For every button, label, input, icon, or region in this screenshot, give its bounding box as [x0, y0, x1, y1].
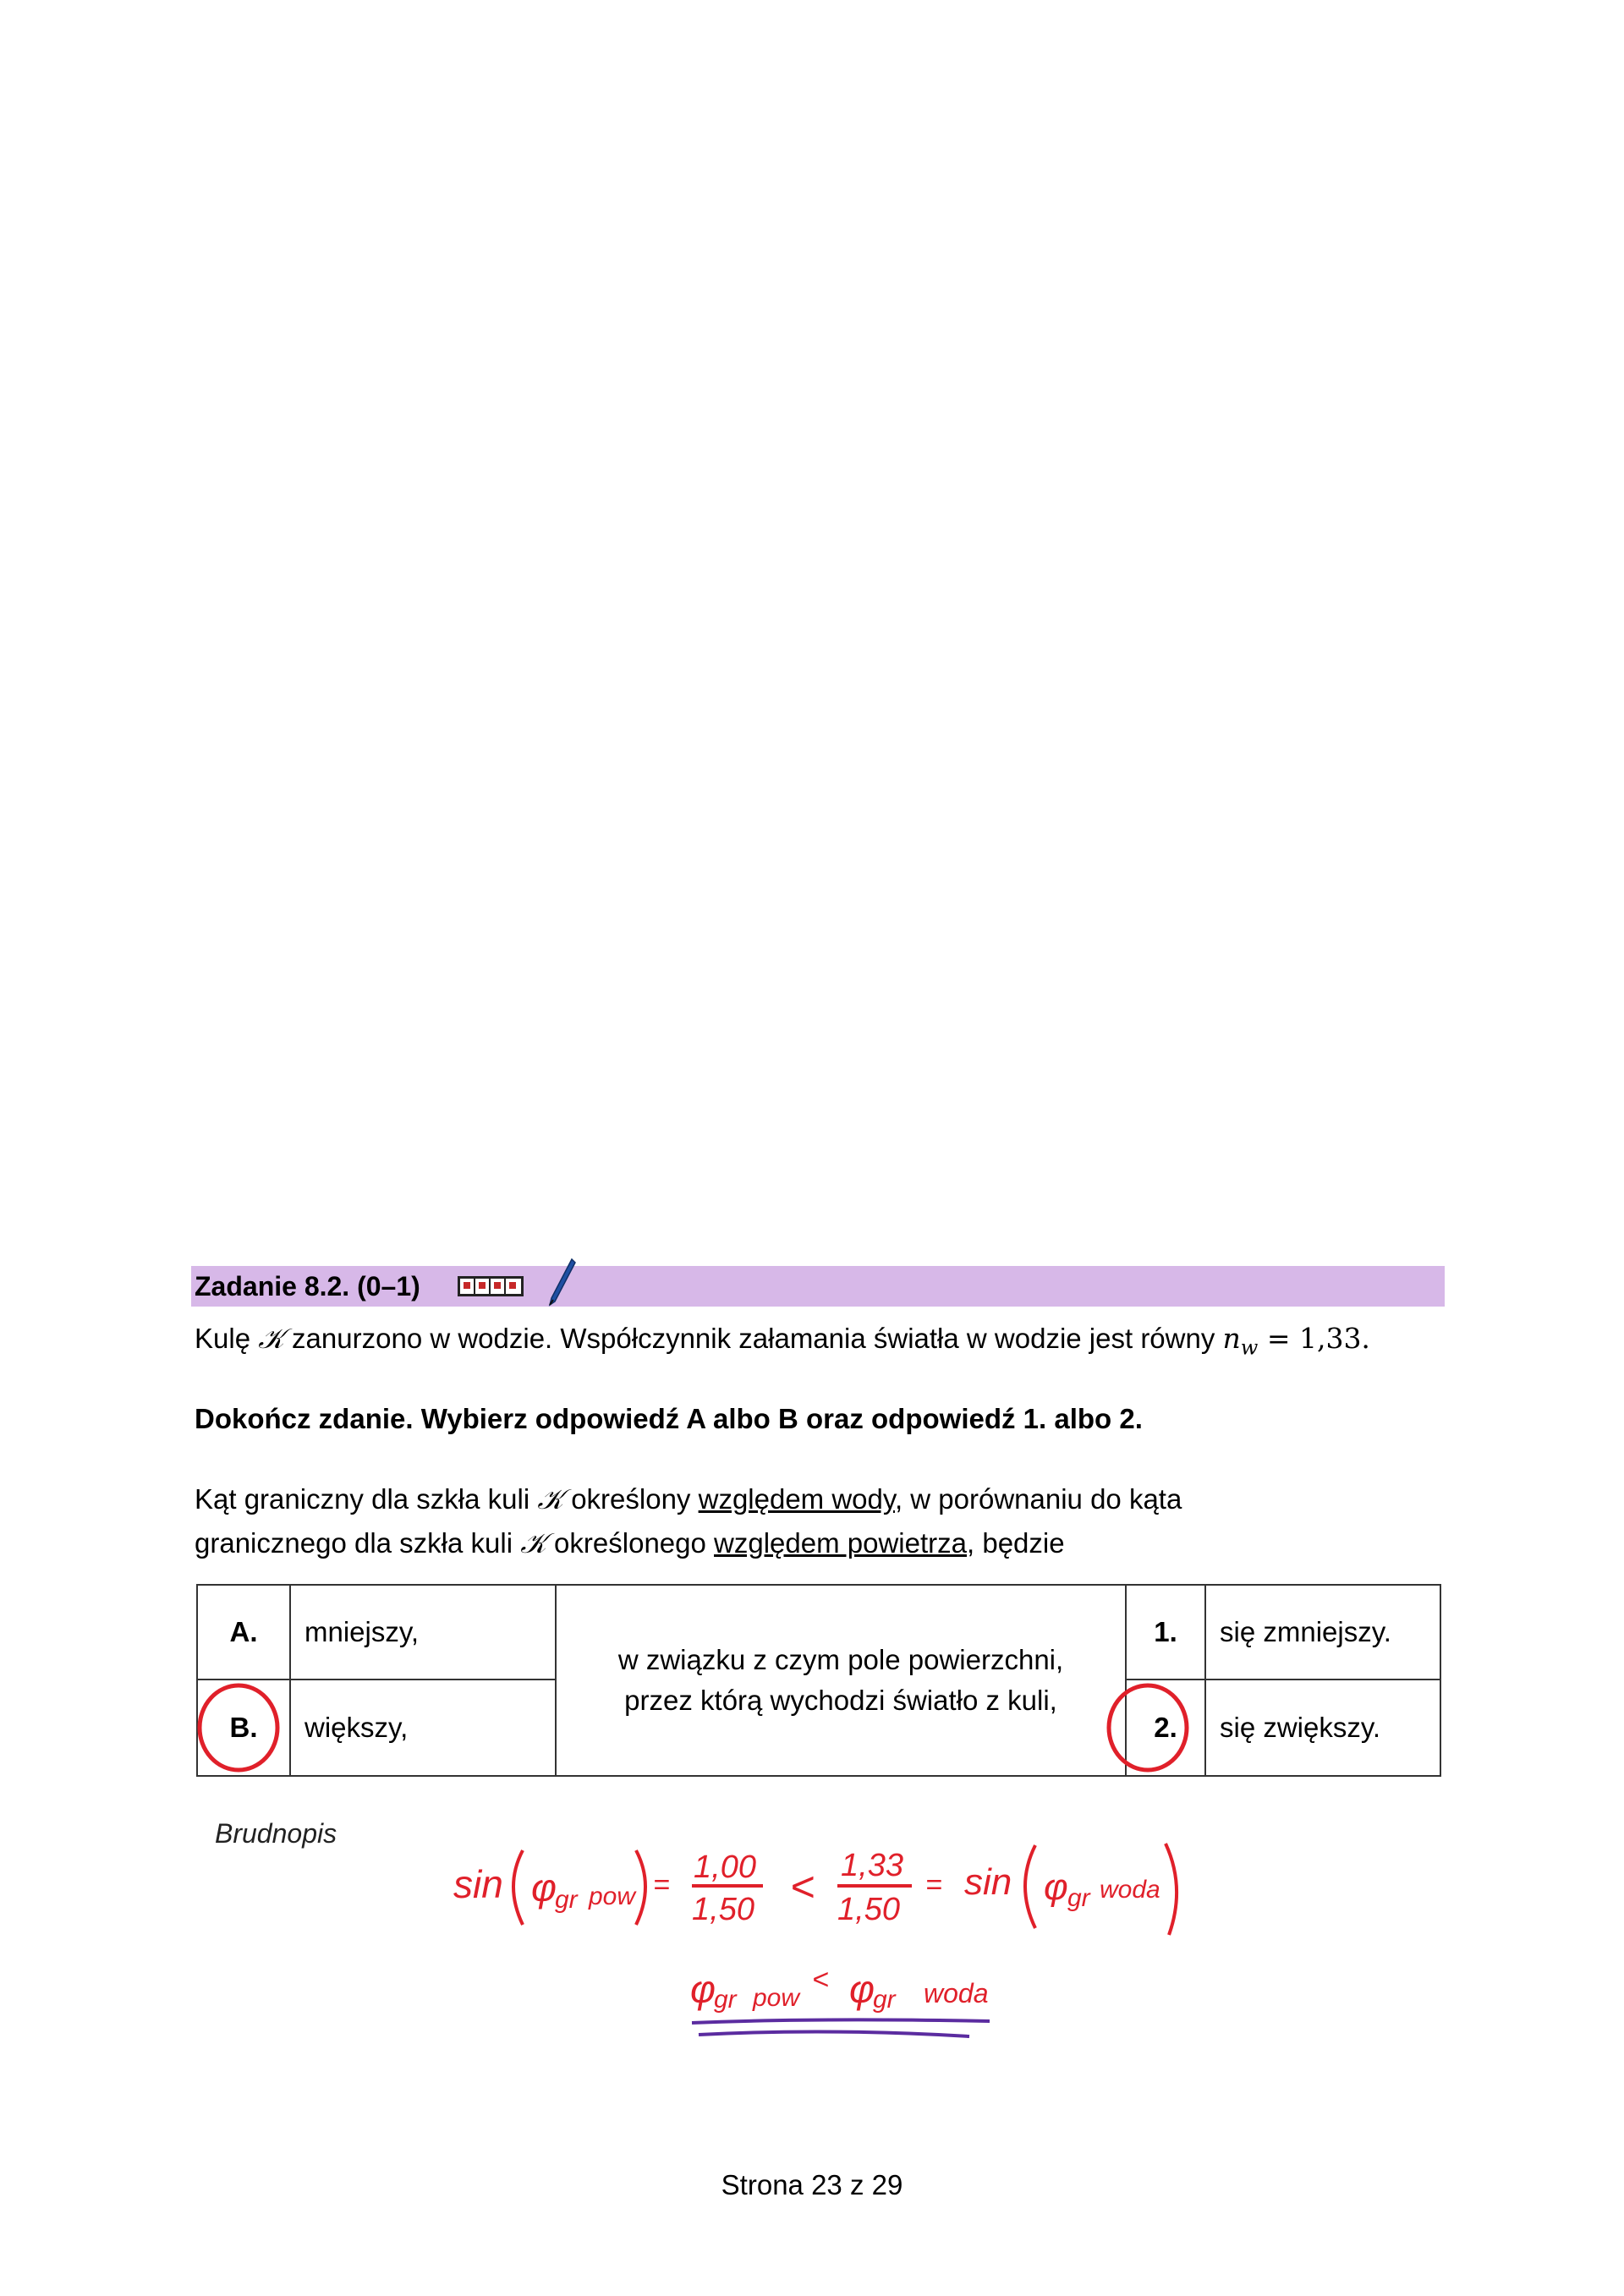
- option-2-text[interactable]: się zwiększy.: [1205, 1680, 1440, 1776]
- hw-phi-4: φ: [849, 1967, 875, 2011]
- hw-lt-2: <: [812, 1964, 829, 1996]
- n-symbol: n: [1222, 1322, 1241, 1355]
- hw-eq-2: =: [925, 1869, 942, 1901]
- hw-woda-1: woda: [1100, 1876, 1160, 1904]
- option-b-label[interactable]: B.: [197, 1680, 290, 1776]
- middle-text: w związku z czym pole powierzchni, przez którą wychodzi światło z kuli,: [556, 1585, 1126, 1776]
- question-line-2: granicznego dla szkła kuli 𝒦 określonego względem powietrza, będzie: [195, 1526, 1065, 1559]
- hw-pow-1: pow: [589, 1882, 636, 1910]
- n-value: = 1,33.: [1258, 1322, 1370, 1355]
- hw-paren-open-2: [1025, 1845, 1035, 1928]
- hw-sin-1: sin: [453, 1862, 503, 1906]
- hw-pow-2: pow: [753, 1984, 800, 2012]
- answer-circle-2: [1109, 1685, 1187, 1770]
- hw-phi-1: φ: [531, 1866, 557, 1910]
- option-1-label[interactable]: 1.: [1126, 1585, 1205, 1680]
- hw-woda-2: woda: [924, 1978, 989, 2008]
- hw-sin-2: sin: [964, 1861, 1012, 1903]
- hw-num-2: 1,33: [841, 1848, 903, 1883]
- hw-eq-1: =: [653, 1869, 670, 1901]
- k-symbol: 𝒦: [258, 1322, 284, 1355]
- hw-den-2: 1,50: [837, 1892, 900, 1927]
- option-a-text[interactable]: mniejszy,: [290, 1585, 556, 1680]
- instruction: Dokończ zdanie. Wybierz odpowiedź A albo B oraz odpowiedź 1. albo 2.: [195, 1403, 1143, 1434]
- hw-lt-1: <: [790, 1863, 815, 1910]
- hw-paren-open-1: [513, 1850, 523, 1925]
- hw-gr-4: gr: [873, 1986, 896, 2014]
- option-a-label[interactable]: A.: [197, 1585, 290, 1680]
- option-1-text[interactable]: się zmniejszy.: [1205, 1585, 1440, 1680]
- hw-num-1: 1,00: [694, 1849, 756, 1885]
- hw-paren-close-2: [1166, 1844, 1177, 1935]
- hw-gr-2: gr: [1067, 1884, 1090, 1912]
- page-number: Strona 23 z 29: [721, 2169, 903, 2200]
- draft-label: Brudnopis: [215, 1818, 337, 1849]
- hw-phi-3: φ: [690, 1967, 716, 2011]
- intro-paragraph: Kulę 𝒦 zanurzono w wodzie. Współczynnik załamania światła w wodzie jest równy $n_w = 1,33$.: [195, 1322, 1370, 1360]
- hw-den-1: 1,50: [692, 1892, 754, 1927]
- hw-paren-close-1: [636, 1850, 645, 1925]
- hw-underline-1: [692, 2019, 990, 2023]
- task-title: Zadanie 8.2. (0–1): [195, 1270, 420, 1301]
- question-line-1: Kąt graniczny dla szkła kuli 𝒦 określony względem wody, w porównaniu do kąta: [195, 1482, 1182, 1515]
- hw-gr-3: gr: [714, 1986, 737, 2014]
- answer-circle-b: [200, 1685, 277, 1770]
- hw-phi-2: φ: [1044, 1866, 1068, 1908]
- option-b-text[interactable]: większy,: [290, 1680, 556, 1776]
- hw-gr-1: gr: [555, 1886, 578, 1914]
- option-2-label[interactable]: 2.: [1126, 1680, 1205, 1776]
- hw-underline-2: [699, 2031, 969, 2036]
